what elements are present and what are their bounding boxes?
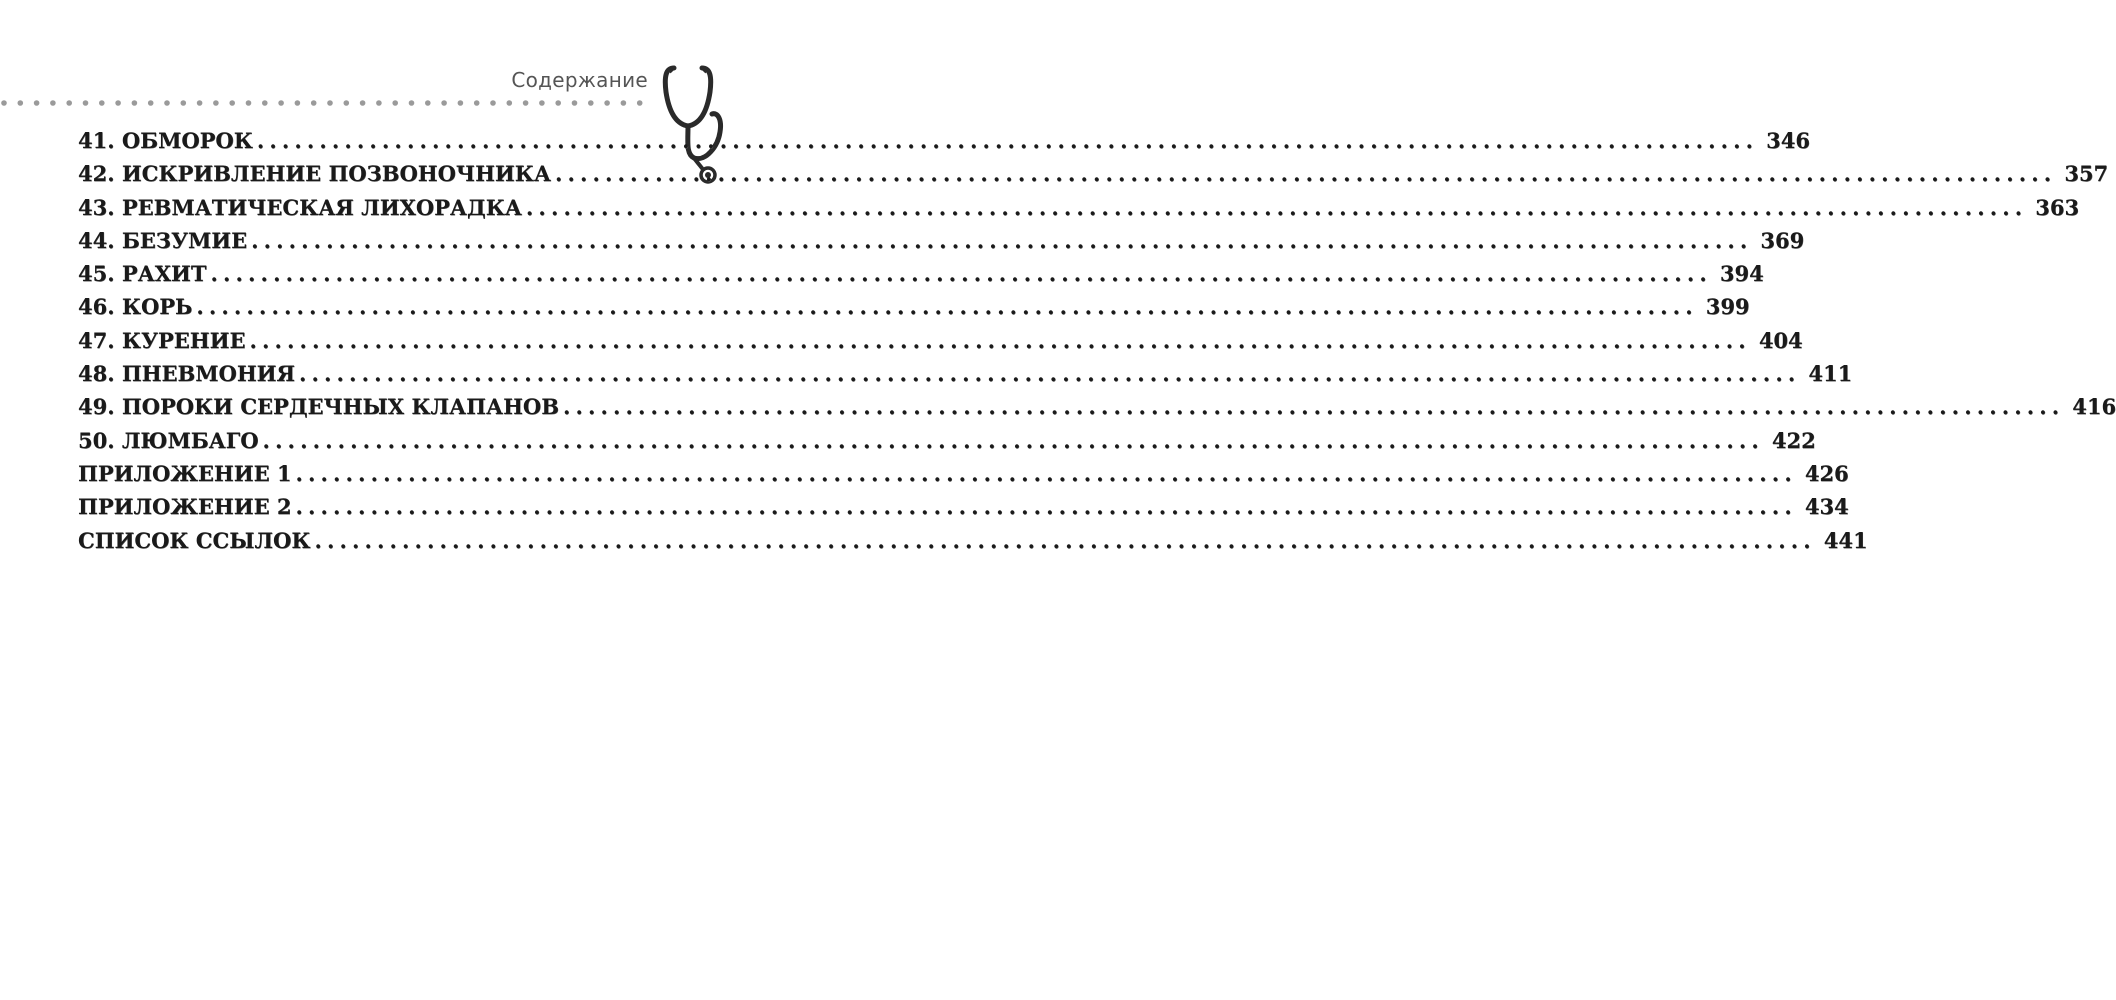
toc-entry[interactable] <box>78 524 1868 557</box>
dot-leader: ........................................................................................................................ <box>249 327 1751 353</box>
dot-leader: ........................................................................................................................ <box>295 460 1797 486</box>
toc-entry-title: ПРИЛОЖЕНИЕ 2 <box>78 494 292 520</box>
dot-leader: ........................................................................................................................ <box>295 494 1797 520</box>
dot-leader: ........................................................................................................................ <box>525 194 2028 220</box>
toc-entry-title: СПИСОК ССЫЛОК <box>78 527 311 553</box>
dotted-divider <box>0 99 650 107</box>
toc-entry[interactable] <box>78 224 1805 257</box>
toc-entry-title: 46. КОРЬ <box>78 294 193 320</box>
table-of-contents <box>78 124 2116 557</box>
dot-leader: ........................................................................................................................ <box>314 527 1816 553</box>
toc-entry-page-number: 404 <box>1758 327 1803 353</box>
toc-entry-page-number: 426 <box>1804 460 1849 486</box>
toc-entry[interactable] <box>78 424 1816 457</box>
toc-entry[interactable] <box>78 191 2080 224</box>
toc-entry-title: 47. КУРЕНИЕ <box>78 327 246 353</box>
toc-entry[interactable] <box>78 124 1810 157</box>
dot-leader: ........................................................................................................................ <box>251 227 1753 253</box>
toc-entry-title: 45. РАХИТ <box>78 261 207 287</box>
toc-entry-page-number: 399 <box>1705 294 1750 320</box>
toc-entry-page-number: 416 <box>2072 394 2116 420</box>
toc-entry-page-number: 411 <box>1808 361 1853 387</box>
toc-entry[interactable] <box>78 490 1849 523</box>
toc-entry-title: 48. ПНЕВМОНИЯ <box>78 361 296 387</box>
dot-leader: ........................................................................................................................ <box>196 294 1698 320</box>
toc-entry-title: 50. ЛЮМБАГО <box>78 427 259 453</box>
toc-entry-title: ПРИЛОЖЕНИЕ 1 <box>78 460 292 486</box>
dot-leader: ........................................................................................................................ <box>256 128 1759 153</box>
dot-leader: ........................................................................................................................ <box>210 261 1712 287</box>
toc-entry-page-number: 422 <box>1771 427 1816 453</box>
toc-entry[interactable] <box>78 324 1803 357</box>
dot-leader: ........................................................................................................................ <box>262 427 1764 453</box>
dot-leader: ........................................................................................................................ <box>299 361 1801 387</box>
toc-entry-page-number: 346 <box>1766 128 1810 153</box>
toc-entry[interactable] <box>78 357 1853 390</box>
toc-entry-page-number: 357 <box>2064 161 2109 187</box>
toc-entry[interactable] <box>78 290 1750 323</box>
toc-entry-page-number: 363 <box>2035 194 2080 220</box>
toc-entry-page-number: 434 <box>1804 494 1849 520</box>
toc-entry-title: 49. ПОРОКИ СЕРДЕЧНЫХ КЛАПАНОВ <box>78 394 559 420</box>
toc-entry-title: 44. БЕЗУМИЕ <box>78 227 248 253</box>
toc-entry-page-number: 369 <box>1760 227 1805 253</box>
dot-leader: ........................................................................................................................ <box>554 161 2057 187</box>
dot-leader: ........................................................................................................................ <box>562 394 2065 420</box>
toc-entry-title: 43. РЕВМАТИЧЕСКАЯ ЛИХОРАДКА <box>78 194 522 220</box>
toc-entry[interactable] <box>78 457 1849 490</box>
toc-entry[interactable] <box>78 157 2109 190</box>
toc-entry-page-number: 394 <box>1719 261 1764 287</box>
toc-entry[interactable] <box>78 390 2116 423</box>
toc-entry-page-number: 441 <box>1823 527 1868 553</box>
toc-entry[interactable] <box>78 257 1764 290</box>
toc-entry-title: 41. ОБМОРОК <box>78 128 253 153</box>
section-title: Содержание <box>511 68 648 92</box>
toc-entry-title: 42. ИСКРИВЛЕНИЕ ПОЗВОНОЧНИКА <box>78 161 551 187</box>
